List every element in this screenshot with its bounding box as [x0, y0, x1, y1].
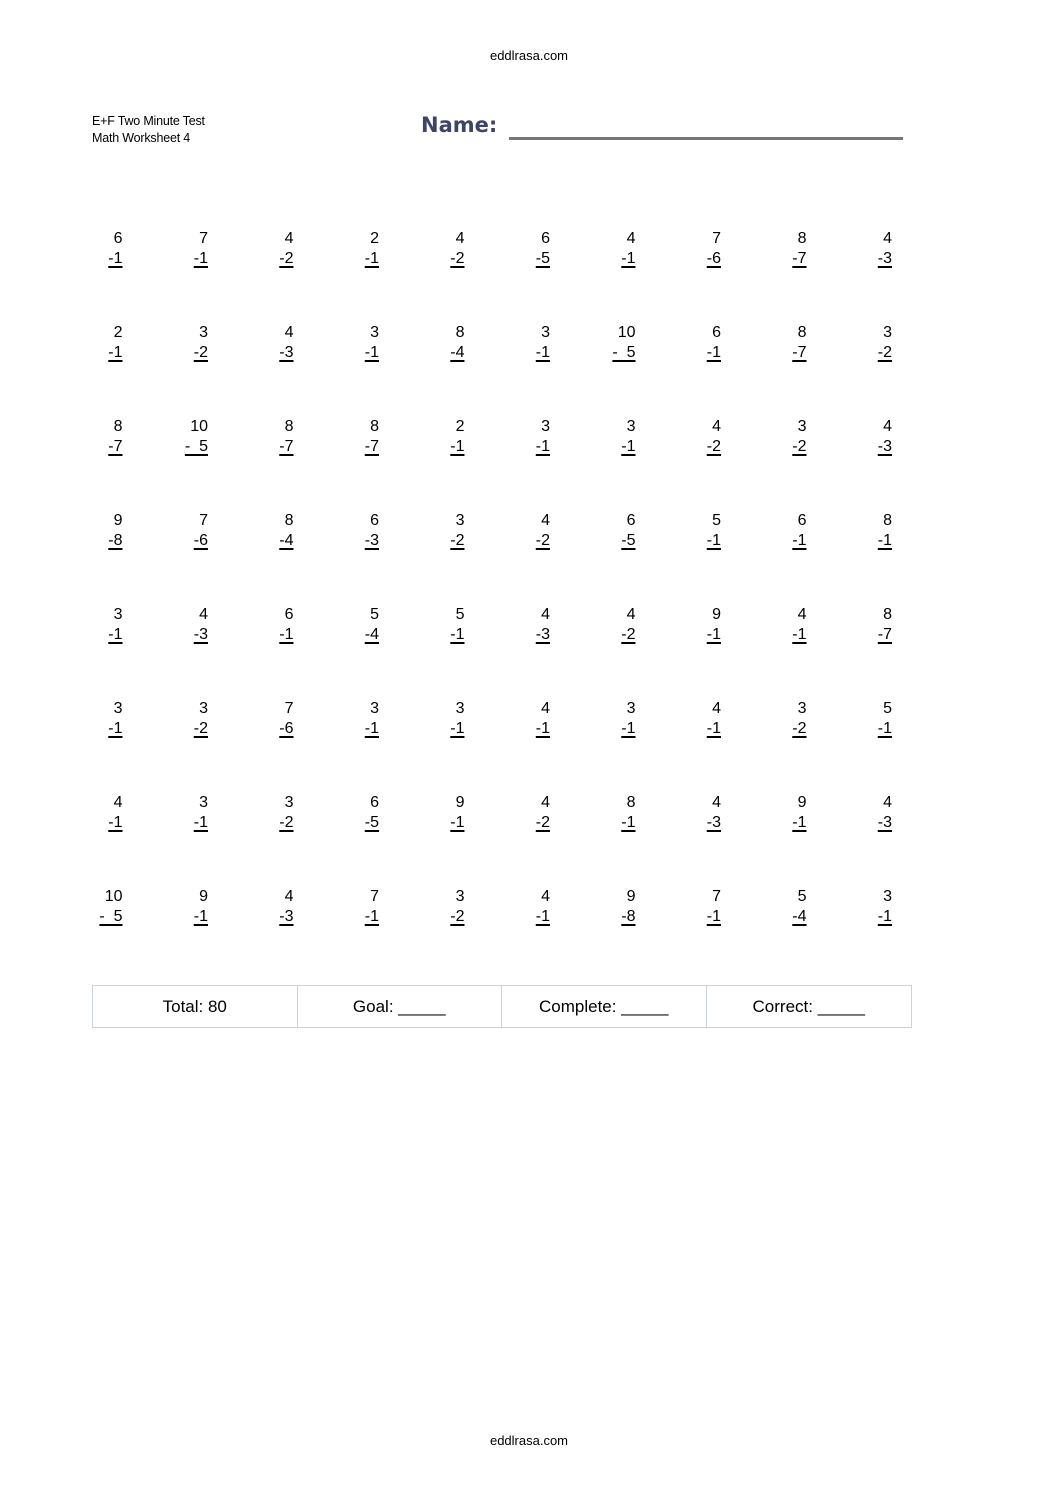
problem-minuend: 4	[113, 794, 123, 811]
subtraction-problem	[844, 511, 930, 605]
problem-minuend: 3	[199, 700, 208, 717]
problem-minuend: 9	[797, 794, 807, 811]
problem-minuend: 3	[455, 888, 465, 905]
problem-subtrahend: -7	[792, 344, 807, 361]
subtraction-problem	[844, 229, 930, 323]
subtraction-problem	[844, 605, 930, 699]
subtraction-problem	[160, 229, 246, 323]
problem-subtrahend: -2	[792, 720, 807, 737]
subtraction-problem	[502, 229, 588, 323]
problem-minuend: 8	[370, 418, 379, 435]
problem-subtrahend: -3	[535, 626, 550, 643]
problem-minuend: 3	[455, 512, 465, 529]
subtraction-problem	[758, 699, 844, 793]
problem-minuend: 4	[284, 230, 294, 247]
problem-subtrahend: -1	[193, 908, 208, 925]
summary-complete: Complete: _____	[502, 986, 707, 1027]
problem-subtrahend: -1	[450, 720, 465, 737]
problem-minuend: 8	[797, 324, 807, 341]
subtraction-problem	[758, 605, 844, 699]
summary-total: Total: 80	[93, 986, 298, 1027]
subtraction-problem	[331, 605, 417, 699]
problem-subtrahend: -1	[193, 250, 208, 267]
problem-minuend: 4	[883, 230, 892, 247]
problem-subtrahend: -6	[193, 532, 208, 549]
subtraction-problem	[245, 699, 331, 793]
subtraction-problem	[502, 511, 588, 605]
problem-minuend: 8	[626, 794, 636, 811]
summary-goal: Goal: _____	[298, 986, 503, 1027]
subtraction-problem	[331, 887, 417, 981]
site-header: eddlrasa.com	[489, 48, 569, 63]
summary-correct: Correct: _____	[752, 996, 865, 1016]
problem-minuend: 3	[797, 700, 807, 717]
problem-minuend: 3	[883, 888, 892, 905]
worksheet-title	[92, 113, 205, 147]
problem-minuend: 8	[284, 512, 294, 529]
name-label: Name:	[421, 113, 498, 137]
problem-subtrahend: -1	[535, 720, 550, 737]
problem-minuend: 9	[712, 606, 721, 623]
problem-minuend: 7	[712, 230, 721, 247]
problem-subtrahend: -2	[450, 532, 465, 549]
problem-subtrahend: -1	[364, 908, 379, 925]
subtraction-problem	[673, 793, 759, 887]
problem-minuend: 3	[541, 418, 550, 435]
problem-subtrahend: -7	[279, 438, 294, 455]
problem-subtrahend: -3	[877, 250, 892, 267]
subtraction-problem	[587, 229, 673, 323]
subtraction-problem	[416, 417, 502, 511]
problem-subtrahend: -1	[535, 344, 550, 361]
subtraction-problem	[160, 511, 246, 605]
problem-minuend: 3	[626, 700, 636, 717]
subtraction-problem	[758, 417, 844, 511]
problem-subtrahend: -7	[364, 438, 379, 455]
problem-subtrahend: -2	[621, 626, 636, 643]
problem-minuend: 4	[626, 230, 636, 247]
subtraction-problem	[331, 511, 417, 605]
subtraction-problem	[502, 699, 588, 793]
subtraction-problem	[844, 417, 930, 511]
problem-minuend: 4	[541, 512, 550, 529]
problem-subtrahend: -8	[621, 908, 636, 925]
problem-subtrahend: -2	[535, 814, 550, 831]
problem-subtrahend: -1	[706, 532, 721, 549]
problem-minuend: 7	[199, 512, 208, 529]
problem-minuend: 4	[541, 888, 550, 905]
problem-subtrahend: -1	[108, 250, 123, 267]
subtraction-problem	[758, 887, 844, 981]
problem-minuend: 6	[797, 512, 807, 529]
problem-minuend: 3	[370, 324, 379, 341]
problem-minuend: 8	[455, 324, 465, 341]
problem-minuend: 4	[284, 324, 294, 341]
problem-minuend: 4	[626, 606, 636, 623]
problem-subtrahend: -2	[877, 344, 892, 361]
problem-minuend: 10	[104, 888, 123, 905]
problem-minuend: 4	[883, 794, 892, 811]
subtraction-problem	[74, 605, 160, 699]
problem-subtrahend: -1	[193, 814, 208, 831]
problem-subtrahend: -2	[279, 814, 294, 831]
subtraction-problem	[673, 887, 759, 981]
problem-minuend: 4	[541, 606, 550, 623]
problem-minuend: 3	[284, 794, 294, 811]
problem-minuend: 7	[199, 230, 208, 247]
summary-table	[92, 985, 912, 1028]
problem-subtrahend: -2	[279, 250, 294, 267]
subtraction-problem	[758, 793, 844, 887]
subtraction-problem	[844, 323, 930, 417]
problem-subtrahend: -1	[621, 438, 636, 455]
subtraction-problem	[245, 887, 331, 981]
problem-minuend: 3	[455, 700, 465, 717]
subtraction-problem	[844, 699, 930, 793]
subtraction-problem	[673, 605, 759, 699]
problem-subtrahend: -5	[364, 814, 379, 831]
subtraction-problem	[74, 511, 160, 605]
problem-subtrahend: -3	[877, 814, 892, 831]
problem-subtrahend: -2	[450, 250, 465, 267]
problem-minuend: 6	[712, 324, 721, 341]
subtraction-problem	[587, 699, 673, 793]
problem-subtrahend: -5	[621, 532, 636, 549]
problem-minuend: 4	[797, 606, 807, 623]
subtraction-problem	[673, 417, 759, 511]
subtraction-problem	[74, 229, 160, 323]
problem-subtrahend: -1	[621, 720, 636, 737]
problem-minuend: 4	[712, 794, 721, 811]
problem-minuend: 9	[113, 512, 123, 529]
problem-subtrahend: -4	[792, 908, 807, 925]
problem-minuend: 3	[883, 324, 892, 341]
problem-subtrahend: -3	[877, 438, 892, 455]
subtraction-problem	[416, 229, 502, 323]
subtraction-problem	[587, 605, 673, 699]
subtraction-problem	[844, 793, 930, 887]
subtraction-problem	[673, 511, 759, 605]
problem-minuend: 4	[541, 700, 550, 717]
problem-subtrahend: -1	[877, 720, 892, 737]
problem-subtrahend: -4	[364, 626, 379, 643]
problem-minuend: 9	[455, 794, 465, 811]
problem-subtrahend: -8	[108, 532, 123, 549]
problem-subtrahend: -1	[877, 908, 892, 925]
subtraction-problem	[160, 793, 246, 887]
problem-subtrahend: -1	[535, 438, 550, 455]
problem-minuend: 10	[190, 418, 208, 435]
problem-subtrahend: -1	[450, 814, 465, 831]
problem-minuend: 8	[883, 512, 892, 529]
problem-subtrahend: -4	[450, 344, 465, 361]
problem-minuend: 3	[370, 700, 379, 717]
problem-minuend: 4	[712, 700, 721, 717]
subtraction-problem	[416, 511, 502, 605]
subtraction-problem	[673, 699, 759, 793]
problem-minuend: 7	[284, 700, 294, 717]
problem-minuend: 2	[113, 324, 123, 341]
subtraction-problem	[844, 887, 930, 981]
problem-minuend: 8	[113, 418, 123, 435]
subtraction-problem	[245, 605, 331, 699]
subtraction-problem	[587, 511, 673, 605]
problem-minuend: 7	[712, 888, 721, 905]
problem-subtrahend: -1	[792, 532, 807, 549]
problem-minuend: 5	[883, 700, 892, 717]
subtraction-problem	[416, 605, 502, 699]
problem-minuend: 8	[883, 606, 892, 623]
problem-subtrahend: -1	[706, 344, 721, 361]
subtraction-problem	[245, 511, 331, 605]
problem-subtrahend: -5	[535, 250, 550, 267]
problem-minuend: 9	[199, 888, 208, 905]
subtraction-problem	[331, 229, 417, 323]
problem-minuend: 3	[113, 606, 123, 623]
problem-minuend: 6	[626, 512, 636, 529]
problem-subtrahend: -1	[364, 344, 379, 361]
problem-minuend: 6	[541, 230, 550, 247]
problem-subtrahend: -2	[193, 720, 208, 737]
problem-minuend: 4	[712, 418, 721, 435]
problem-subtrahend: -1	[450, 438, 465, 455]
problem-minuend: 6	[284, 606, 294, 623]
problem-subtrahend: -1	[706, 720, 721, 737]
problem-minuend: 4	[883, 418, 892, 435]
subtraction-problem	[245, 793, 331, 887]
subtraction-problem	[502, 323, 588, 417]
subtraction-problem	[587, 417, 673, 511]
subtraction-problem	[416, 793, 502, 887]
subtraction-problem	[331, 323, 417, 417]
problem-minuend: 2	[455, 418, 465, 435]
problem-minuend: 3	[626, 418, 636, 435]
problem-minuend: 6	[113, 230, 123, 247]
subtraction-problem	[502, 887, 588, 981]
problem-minuend: 6	[370, 512, 379, 529]
problem-minuend: 3	[199, 324, 208, 341]
problem-minuend: 3	[113, 700, 123, 717]
subtraction-problem	[331, 699, 417, 793]
problem-subtrahend: -1	[877, 532, 892, 549]
problem-subtrahend: -1	[792, 626, 807, 643]
problem-subtrahend: -7	[877, 626, 892, 643]
problem-subtrahend: -2	[450, 908, 465, 925]
subtraction-problem	[673, 229, 759, 323]
problem-subtrahend: -2	[706, 438, 721, 455]
problem-grid	[74, 229, 944, 981]
problem-subtrahend: -3	[706, 814, 721, 831]
problem-minuend: 9	[626, 888, 636, 905]
problem-minuend: 5	[370, 606, 379, 623]
subtraction-problem	[160, 417, 246, 511]
subtraction-problem	[416, 699, 502, 793]
problem-minuend: 4	[541, 794, 550, 811]
site-footer: eddlrasa.com	[489, 1433, 569, 1448]
worksheet-title-line-1: E+F Two Minute Test	[92, 114, 205, 128]
problem-minuend: 4	[455, 230, 465, 247]
subtraction-problem	[587, 887, 673, 981]
subtraction-problem	[74, 887, 160, 981]
subtraction-problem	[245, 229, 331, 323]
subtraction-problem	[160, 323, 246, 417]
problem-minuend: 2	[370, 230, 379, 247]
problem-minuend: 5	[712, 512, 721, 529]
subtraction-problem	[502, 793, 588, 887]
problem-minuend: 4	[284, 888, 294, 905]
problem-subtrahend: -7	[792, 250, 807, 267]
subtraction-problem	[160, 699, 246, 793]
problem-subtrahend: -1	[706, 908, 721, 925]
problem-subtrahend: -1	[364, 250, 379, 267]
subtraction-problem	[74, 417, 160, 511]
subtraction-problem	[758, 323, 844, 417]
problem-subtrahend: -1	[108, 814, 123, 831]
problem-subtrahend: -1	[279, 626, 294, 643]
problem-subtrahend: - 5	[184, 438, 208, 455]
problem-subtrahend: -2	[535, 532, 550, 549]
subtraction-problem	[331, 793, 417, 887]
subtraction-problem	[673, 323, 759, 417]
problem-subtrahend: - 5	[612, 344, 636, 361]
problem-subtrahend: -2	[193, 344, 208, 361]
subtraction-problem	[331, 417, 417, 511]
problem-subtrahend: -7	[108, 438, 123, 455]
problem-subtrahend: -1	[792, 814, 807, 831]
problem-subtrahend: -3	[193, 626, 208, 643]
problem-subtrahend: -1	[364, 720, 379, 737]
problem-subtrahend: -3	[364, 532, 379, 549]
problem-subtrahend: -1	[108, 720, 123, 737]
problem-subtrahend: -1	[535, 908, 550, 925]
problem-minuend: 3	[199, 794, 208, 811]
subtraction-problem	[74, 323, 160, 417]
problem-subtrahend: -1	[621, 814, 636, 831]
subtraction-problem	[416, 323, 502, 417]
subtraction-problem	[502, 605, 588, 699]
name-write-line[interactable]	[509, 137, 903, 140]
problem-minuend: 3	[797, 418, 807, 435]
worksheet-title-line-2: Math Worksheet 4	[92, 131, 191, 145]
problem-minuend: 5	[455, 606, 465, 623]
problem-subtrahend: -1	[621, 250, 636, 267]
problem-subtrahend: -1	[108, 344, 123, 361]
problem-subtrahend: -4	[279, 532, 294, 549]
problem-minuend: 10	[617, 324, 636, 341]
subtraction-problem	[74, 793, 160, 887]
subtraction-problem	[160, 887, 246, 981]
subtraction-problem	[502, 417, 588, 511]
subtraction-problem	[758, 229, 844, 323]
problem-minuend: 8	[797, 230, 807, 247]
problem-subtrahend: -1	[108, 626, 123, 643]
problem-minuend: 5	[797, 888, 807, 905]
problem-minuend: 7	[370, 888, 379, 905]
subtraction-problem	[758, 511, 844, 605]
problem-subtrahend: -3	[279, 908, 294, 925]
subtraction-problem	[160, 605, 246, 699]
subtraction-problem	[74, 699, 160, 793]
problem-subtrahend: -6	[706, 250, 721, 267]
subtraction-problem	[587, 323, 673, 417]
subtraction-problem	[245, 417, 331, 511]
subtraction-problem	[245, 323, 331, 417]
problem-subtrahend: -6	[279, 720, 294, 737]
subtraction-problem	[416, 887, 502, 981]
problem-minuend: 4	[199, 606, 208, 623]
problem-subtrahend: -1	[706, 626, 721, 643]
problem-subtrahend: -2	[792, 438, 807, 455]
problem-minuend: 8	[284, 418, 294, 435]
problem-subtrahend: - 5	[99, 908, 123, 925]
subtraction-problem	[587, 793, 673, 887]
problem-subtrahend: -3	[279, 344, 294, 361]
problem-minuend: 6	[370, 794, 379, 811]
problem-minuend: 3	[541, 324, 550, 341]
problem-subtrahend: -1	[450, 626, 465, 643]
